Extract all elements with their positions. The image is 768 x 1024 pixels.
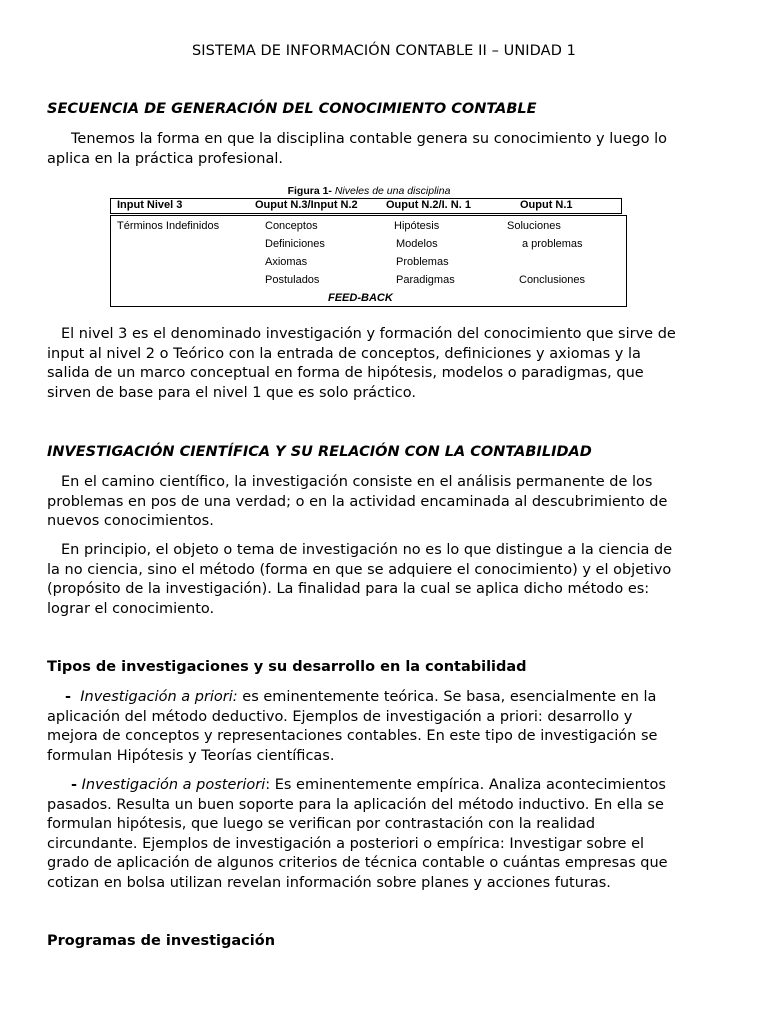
paragraph-line: la no ciencia, sino el método (forma en que se adquiere el conocimiento) y el objetivo xyxy=(47,561,672,578)
paragraph-line: circundante. Ejemplos de investigación a posteriori o empírica: Investigar sobre el xyxy=(47,835,645,852)
paragraph-text: es eminentemente teórica. Se basa, esencialmente en la xyxy=(237,689,657,705)
paragraph-line: pasados. Resulta un buen soporte para la aplicación del método inductivo. En ella se xyxy=(47,796,664,813)
section-heading-tipos: Tipos de investigaciones y su desarrollo en la contabilidad xyxy=(47,659,527,675)
section-heading-investigacion: INVESTIGACIÓN CIENTÍFICA Y SU RELACIÓN CON LA CONTABILIDAD xyxy=(47,444,592,460)
paragraph-line: aplicación del método deductivo. Ejemplos de investigación a priori: desarrollo y xyxy=(47,708,633,725)
figure-cell: Hipótesis xyxy=(394,220,440,232)
figure-cell: Conclusiones xyxy=(519,274,586,286)
paragraph-line: El nivel 3 es el denominado investigación y formación del conocimiento que sirve de xyxy=(61,326,676,342)
figure-niveles-disciplina xyxy=(110,185,628,307)
paragraph-line: grado de aplicación de algunos criterios de técnica contable o cuántas empresas que xyxy=(47,855,668,872)
paragraph-line: salida de un marco conceptual en forma de hipótesis, modelos o paradigmas, que xyxy=(47,365,644,382)
paragraph-line: input al nivel 2 o Teórico con la entrada de conceptos, definiciones y axiomas y la xyxy=(47,345,641,362)
investigacion-paragraph-1 xyxy=(47,473,727,532)
figure-cell: Definiciones xyxy=(265,238,325,250)
paragraph-line: aplica en la práctica profesional. xyxy=(47,150,283,167)
section-heading-secuencia: SECUENCIA DE GENERACIÓN DEL CONOCIMIENTO CONTABLE xyxy=(47,101,537,117)
figure-header-cell: Ouput N.1 xyxy=(520,199,573,211)
figure-header-cell: Ouput N.3/Input N.2 xyxy=(255,199,358,211)
investigacion-paragraph-2 xyxy=(47,541,727,619)
document-header: SISTEMA DE INFORMACIÓN CONTABLE II – UNIDAD 1 xyxy=(192,43,576,59)
figure-caption xyxy=(110,185,628,197)
figure-cell: Soluciones xyxy=(507,220,561,232)
figure-header-cell: Input Nivel 3 xyxy=(117,199,183,211)
figure-caption-title: Niveles de una disciplina xyxy=(334,185,451,197)
figure-cell: Postulados xyxy=(265,274,320,286)
apriori-paragraph xyxy=(47,688,727,766)
bullet-dash: - xyxy=(71,777,78,793)
paragraph-text: : Es eminentemente empírica. Analiza acontecimientos xyxy=(265,777,666,793)
figure-caption-label: Figura 1- xyxy=(287,185,332,197)
figure-cell: Problemas xyxy=(396,256,449,268)
paragraph-line: lograr el conocimiento. xyxy=(47,600,215,617)
intro-paragraph xyxy=(47,130,727,169)
figure-cell: Modelos xyxy=(396,238,438,250)
paragraph-line: cotizan en bolsa utilizan revelan información sobre planes y acciones futuras. xyxy=(47,874,611,891)
section-heading-programas: Programas de investigación xyxy=(47,933,276,949)
paragraph-line xyxy=(47,688,727,708)
paragraph-line: En el camino científico, la investigación consiste en el análisis permanente de los xyxy=(61,474,653,490)
paragraph-line: problemas en pos de una verdad; o en la actividad encaminada al descubrimiento de xyxy=(47,493,668,510)
paragraph-line: formulan Hipótesis y Teorías científicas. xyxy=(47,747,335,764)
paragraph-line: (propósito de la investigación). La finalidad para la cual se aplica dicho método es: xyxy=(47,581,650,598)
figure-cell: Términos Indefinidos xyxy=(117,220,220,232)
paragraph-line: mejora de conceptos y representaciones contables. En este tipo de investigación se xyxy=(47,728,658,745)
paragraph-line: sirven de base para el nivel 1 que es solo práctico. xyxy=(47,384,416,401)
figure-body xyxy=(110,215,627,307)
paragraph-line: formulan hipótesis, que luego se verifican por contrastación con la realidad xyxy=(47,816,596,833)
figure-feedback-label: FEED-BACK xyxy=(328,292,393,304)
paragraph-line xyxy=(47,776,727,796)
aposteriori-paragraph xyxy=(47,776,727,894)
paragraph-line: Tenemos la forma en que la disciplina contable genera su conocimiento y luego lo xyxy=(71,131,667,147)
nivel3-paragraph xyxy=(47,325,727,403)
figure-header-cell: Ouput N.2/I. N. 1 xyxy=(386,199,471,211)
figure-header-row xyxy=(110,198,622,214)
paragraph-line: En principio, el objeto o tema de investigación no es lo que distingue a la ciencia de xyxy=(61,542,673,558)
figure-cell: Axiomas xyxy=(265,256,308,268)
bullet-dash: - xyxy=(65,689,72,705)
figure-cell: Conceptos xyxy=(265,220,318,232)
term-apriori: Investigación a priori: xyxy=(80,689,238,705)
figure-cell: Paradigmas xyxy=(396,274,455,286)
figure-cell: a problemas xyxy=(522,238,583,250)
term-aposteriori: Investigación a posteriori xyxy=(81,777,266,793)
paragraph-line: nuevos conocimientos. xyxy=(47,513,214,530)
